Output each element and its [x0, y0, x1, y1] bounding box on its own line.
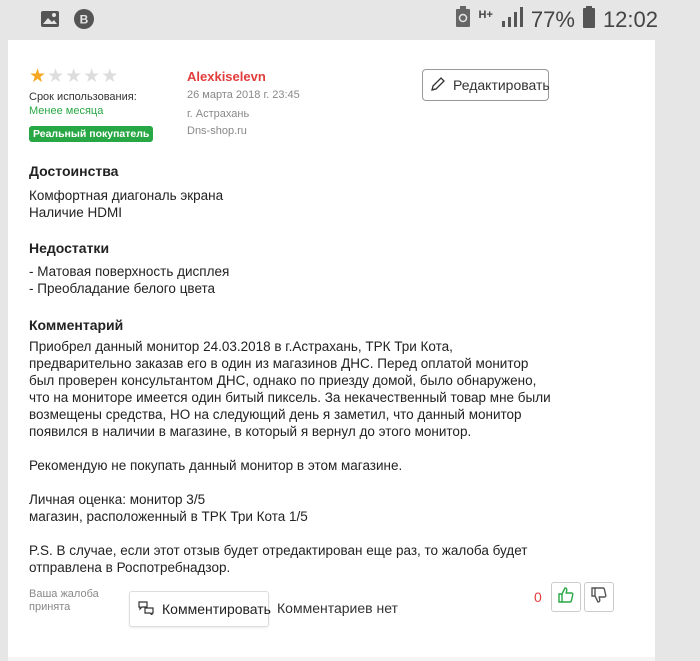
thumbs-down-icon	[591, 587, 607, 608]
author-name[interactable]: Alexkiselevn	[187, 69, 266, 84]
usage-value: Менее месяца	[29, 105, 104, 117]
vk-icon	[74, 9, 94, 34]
star-icon: ★	[101, 65, 119, 87]
pros-line: Комфортная диагональ экрана	[29, 188, 224, 203]
thumbs-up-icon	[558, 587, 574, 608]
svg-text:B: B	[79, 12, 89, 27]
dislike-button[interactable]	[584, 582, 614, 612]
edit-button-label: Редактировать	[453, 77, 550, 93]
cons-title: Недостатки	[29, 240, 110, 256]
network-type: H+	[478, 8, 493, 21]
star-icon: ★	[65, 65, 83, 87]
battery-percent: 77%	[530, 7, 575, 32]
edit-button[interactable]	[422, 69, 549, 101]
comment-button[interactable]	[129, 591, 269, 627]
comment-line: появился в наличии в магазине, в который я вернул до этого монитор.	[29, 424, 472, 439]
star-icon: ★	[83, 65, 101, 87]
card-bottom-edge	[8, 657, 655, 661]
comment-button-label: Комментировать	[162, 601, 271, 617]
comment-line: отправлена в Роспотребнадзор.	[29, 560, 231, 575]
comment-line: Приобрел данный монитор 24.03.2018 в г.Астрахань, ТРК Три Кота,	[29, 339, 453, 354]
comment-line: Рекомендую не покупать данный монитор в этом магазине.	[29, 458, 403, 473]
complaint-note: Ваша жалоба принята	[29, 588, 99, 613]
like-button[interactable]	[551, 582, 581, 612]
comment-line: предварительно заказав его в один из магазинов ДНС. Перед оплатой монитор	[29, 356, 529, 371]
comment-line: магазин, расположенный в ТРК Три Кота 1/5	[29, 509, 308, 524]
comment-line: возмещены средства, НО на следующий день я заметил, что данный монитор	[29, 407, 522, 422]
gallery-icon	[40, 10, 60, 33]
comment-line: что на мониторе имеется один битый пиксель. За некачественный товар мне были	[29, 390, 551, 405]
star-icon: ★	[47, 65, 65, 87]
recycle-icon	[455, 6, 471, 34]
cons-line: - Преобладание белого цвета	[29, 281, 216, 296]
comment-line: Личная оценка: монитор 3/5	[29, 492, 206, 507]
usage-label: Срок использования:	[29, 91, 137, 103]
review-source: Dns-shop.ru	[187, 125, 247, 137]
clock: 12:02	[602, 7, 658, 32]
comment-icon	[138, 601, 162, 618]
rating-stars	[29, 67, 118, 86]
comment-line: был проверен консультантом ДНС, однако по приезду домой, было обнаружено,	[29, 373, 537, 388]
pencil-icon	[431, 77, 453, 94]
pros-line: Наличие HDMI	[29, 205, 123, 220]
battery-icon	[583, 6, 595, 34]
signal-icon	[501, 7, 523, 33]
vote-count: 0	[534, 589, 542, 605]
author-city: г. Астрахань	[187, 108, 250, 120]
review-date: 26 марта 2018 г. 23:45	[187, 89, 300, 101]
comment-line: P.S. В случае, если этот отзыв будет отредактирован еще раз, то жалоба будет	[29, 543, 528, 558]
verified-buyer-badge: Реальный покупатель	[29, 126, 153, 142]
no-comments-label: Комментариев нет	[277, 600, 398, 616]
star-icon: ★	[29, 65, 47, 87]
comment-title: Комментарий	[29, 317, 124, 333]
pros-title: Достоинства	[29, 163, 119, 179]
cons-line: - Матовая поверхность дисплея	[29, 264, 230, 279]
status-bar	[0, 0, 700, 40]
